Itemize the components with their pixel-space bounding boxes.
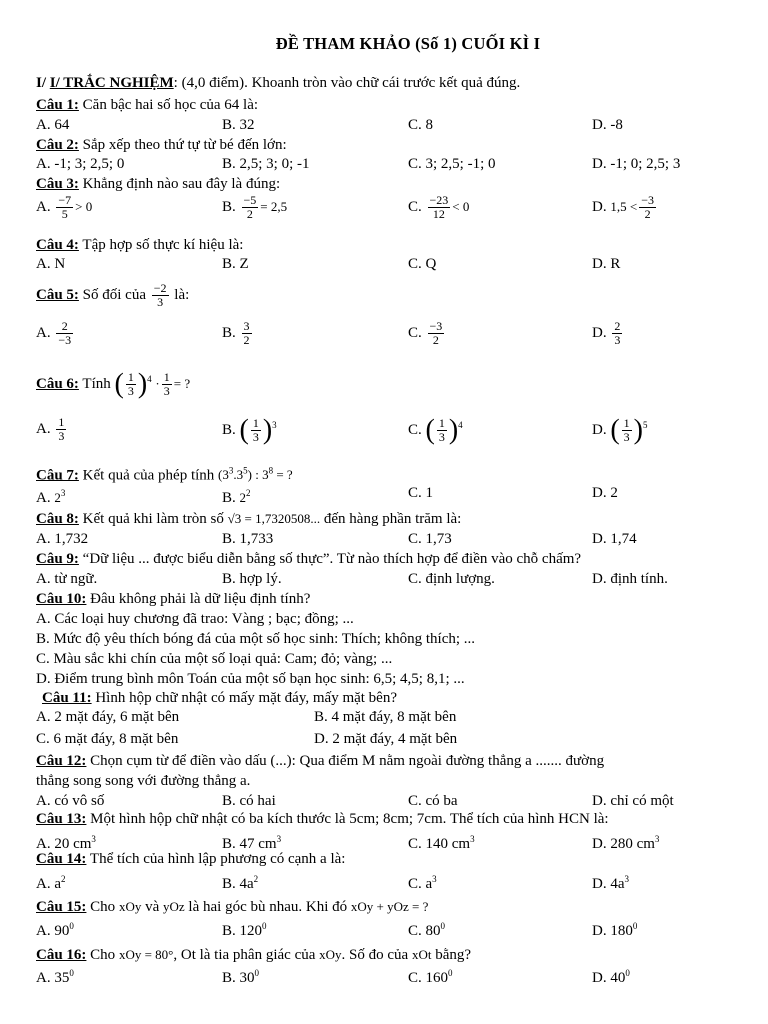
option-b: B. $2^2$ <box>222 488 251 506</box>
question-label: Câu 14: <box>36 851 87 867</box>
question-text: Một hình hộp chữ nhật có ba kích thước là 5cm; 8cm; 7cm. Thể tích của hình HCN là: <box>86 811 609 827</box>
question-label: Câu 6: <box>36 376 79 392</box>
question-text: Kết quả của phép tính <box>78 467 215 484</box>
question-label: Câu 2: <box>36 137 79 153</box>
option-d: D. $180^0$ <box>592 921 638 939</box>
option-letter: C. <box>408 324 422 341</box>
option-a: A. $90^0$ <box>36 921 74 939</box>
question-label: Câu 11: <box>42 690 92 706</box>
fraction: $\frac{2}{-3}$ <box>58 319 72 347</box>
section-instructions: : (4,0 điểm). Khoanh tròn vào chữ cái trước kết quả đúng. <box>173 75 521 91</box>
question-label: Câu 16: <box>36 947 87 963</box>
question-label: Câu 8: <box>36 511 79 527</box>
question-5: Câu 5: Số đối của $\frac{-2}{3}$ là: <box>36 281 190 309</box>
fraction: $\frac{-3}{2}$ <box>429 319 443 347</box>
option-d <box>592 320 624 347</box>
question-text: Chọn cụm từ để điền vào dấu (...): Qua điểm M nằm ngoài đường thẳng a ....... đường <box>86 753 605 769</box>
question-8: Câu 8: Kết quả khi làm tròn số √3 = 1,7320508... đến hàng phần trăm là: <box>36 511 462 527</box>
option-a: A. từ ngữ. <box>36 571 98 587</box>
option-b: B. ( $\frac{1}{3}$ )$^3$ <box>222 414 277 446</box>
question-13 <box>36 810 609 828</box>
expression: xOy + yOz = ? <box>350 899 429 914</box>
question-label: Câu 7: <box>36 467 79 484</box>
section-label: I/ TRẮC NGHIỆM <box>49 75 174 91</box>
question-label: Câu 4: <box>36 237 79 253</box>
option-b <box>222 320 254 347</box>
option-c: C. 140 $cm^3$ <box>408 834 475 852</box>
option-c: C. ( $\frac{1}{3}$ )$^4$ <box>408 414 463 446</box>
option-letter: B. <box>222 324 236 341</box>
option-c: C. định lượng. <box>408 571 495 587</box>
question-label: Câu 12: <box>36 753 87 769</box>
question-text: Khẳng định nào sau đây là đúng: <box>78 176 281 192</box>
option-letter: D. <box>592 198 607 215</box>
question-1 <box>36 96 258 114</box>
option-letter: C. <box>408 198 422 215</box>
option-d: D. 1,74 <box>592 531 637 547</box>
option-c <box>408 320 446 347</box>
option-d: D. 1,5 < $\frac{-3}{2}$ <box>592 193 654 221</box>
option-b: B. có hai <box>222 793 276 809</box>
expression: xOy = 80° <box>118 947 174 962</box>
question-label: Câu 10: <box>36 591 87 607</box>
exam-title: ĐỀ THAM KHẢO (Số 1) CUỐI KÌ I <box>275 34 541 53</box>
option-c: C. 8 <box>408 117 434 133</box>
option-a: A. có vô số <box>36 793 105 809</box>
question-text: Tập hợp số thực kí hiệu là: <box>78 237 244 253</box>
option-d: D. $4a^3$ <box>592 874 629 892</box>
option-d: D. R <box>592 256 621 272</box>
question-label: Câu 15: <box>36 899 87 915</box>
option-c: C. 1 <box>408 485 434 501</box>
question-label: Câu 13: <box>36 811 87 827</box>
expression: √3 = 1,7320508... <box>227 511 321 526</box>
option-c: C. Q <box>408 256 437 272</box>
question-text: Đâu không phải là dữ liệu định tính? <box>86 591 311 607</box>
option-d: D. 2 <box>592 485 618 501</box>
fraction: $\frac{-5}{2}$ <box>243 193 257 221</box>
option-c: C. $80^0$ <box>408 921 446 939</box>
option-b: B. $120^0$ <box>222 921 267 939</box>
question-16: Câu 16: Cho xOy = 80°, Ot là tia phân giác của xOy. Số đo của xOt bằng? <box>36 947 472 963</box>
question-text: Sắp xếp theo thứ tự từ bé đến lớn: <box>78 137 287 153</box>
question-4 <box>36 236 243 254</box>
option-a <box>36 320 75 347</box>
option-d: D. định tính. <box>592 571 668 587</box>
option-b: B. 2,5; 3; 0; -1 <box>222 156 310 172</box>
question-12-continued: thẳng song song với đường thẳng a. <box>36 773 251 789</box>
option-c: C. 1,73 <box>408 531 452 547</box>
option-b: B. Z <box>222 256 249 272</box>
fraction: $\frac{-2}{3}$ <box>153 281 167 309</box>
option-c: C. $\frac{-23}{12}$ < 0 <box>408 193 470 221</box>
question-text: Thể tích của hình lập phương có cạnh a là: <box>86 851 346 867</box>
fraction: $\frac{3}{2}$ <box>243 319 250 347</box>
question-3 <box>36 175 280 193</box>
option-c: C. 6 mặt đáy, 8 mặt bên <box>36 731 179 747</box>
question-10 <box>36 590 310 608</box>
option-letter: B. <box>222 198 236 215</box>
option-a: A. $a^2$ <box>36 874 66 892</box>
option-a: A. $2^3$ <box>36 488 66 506</box>
section-header: I/ I/ TRẮC NGHIỆM: (4,0 điểm). Khoanh tròn vào chữ cái trước kết quả đúng. <box>36 75 521 91</box>
expression: $(3^3.3^5)$ : $3^8$ = ? <box>218 466 293 483</box>
question-text: Tính <box>78 376 111 392</box>
option-letter: A. <box>36 324 51 341</box>
option-a: A. N <box>36 256 66 272</box>
option-c: C. có ba <box>408 793 458 809</box>
question-12 <box>36 752 604 770</box>
question-text: Cho <box>86 899 116 915</box>
option-b: B. 1,733 <box>222 531 274 547</box>
question-6: Câu 6: Tính ( $\frac{1}{3}$ )$^4$ · $\frac{1}{3}$ = ? <box>36 368 191 400</box>
option-c: C. $a^3$ <box>408 874 437 892</box>
option-c: C. $160^0$ <box>408 968 453 986</box>
option-b: B. 32 <box>222 117 255 133</box>
question-7 <box>36 462 293 484</box>
option-d: D. 280 $cm^3$ <box>592 834 660 852</box>
option-c: C. 3; 2,5; -1; 0 <box>408 156 496 172</box>
option-b: B. $30^0$ <box>222 968 260 986</box>
option-d: D. 2 mặt đáy, 4 mặt bên <box>314 731 458 747</box>
option-d: D. chỉ có một <box>592 793 674 809</box>
option-b: B. hợp lý. <box>222 571 282 587</box>
question-14 <box>36 850 345 868</box>
question-2 <box>36 136 287 154</box>
question-text: Cho <box>86 947 116 963</box>
question-label: Câu 9: <box>36 551 79 567</box>
fraction: $\frac{-7}{5}$ <box>58 193 72 221</box>
question-label: Câu 3: <box>36 176 79 192</box>
option-a: A. $\frac{-7}{5}$ > 0 <box>36 193 93 221</box>
option-a: A. 2 mặt đáy, 6 mặt bên <box>36 709 180 725</box>
fraction: $\frac{2}{3}$ <box>614 319 621 347</box>
option-letter: A. <box>36 198 51 215</box>
question-9 <box>36 550 581 568</box>
question-text: “Dữ liệu ... được biểu diễn bằng số thực”. Từ nào thích hợp để điền vào chỗ chấm? <box>78 551 582 567</box>
option-d: D. -1; 0; 2,5; 3 <box>592 156 681 172</box>
question-15: Câu 15: Cho xOy và yOz là hai góc bù nhau. Khi đó xOy + yOz = ? <box>36 899 429 915</box>
question-label: Câu 5: <box>36 286 79 303</box>
question-label: Câu 1: <box>36 97 79 113</box>
option-b: B. $4a^2$ <box>222 874 259 892</box>
question-text: Số đối của <box>78 286 146 303</box>
question-text: Căn bậc hai số học của 64 là: <box>78 97 259 113</box>
fraction: $\frac{-23}{12}$ <box>429 193 449 221</box>
option-a: A. $35^0$ <box>36 968 74 986</box>
option-a: A. 64 <box>36 117 70 133</box>
option-a: A. 20 $cm^3$ <box>36 834 96 852</box>
option-b: B. Mức độ yêu thích bóng đá của một số học sinh: Thích; không thích; ... <box>36 631 476 647</box>
option-a: A. 1,732 <box>36 531 89 547</box>
option-a: A. $\frac{1}{3}$ <box>36 415 65 443</box>
option-d: D. -8 <box>592 117 623 133</box>
option-b: B. 4 mặt đáy, 8 mặt bên <box>314 709 457 725</box>
option-d: D. Điểm trung bình môn Toán của một số bạn học sinh: 6,5; 4,5; 8,1; ... <box>36 671 465 687</box>
option-b: B. $\frac{-5}{2}$ = 2,5 <box>222 193 288 221</box>
question-11 <box>42 689 397 707</box>
option-d: D. ( $\frac{1}{3}$ )$^5$ <box>592 414 648 446</box>
fraction: $\frac{-3}{2}$ <box>641 193 654 221</box>
question-text: Kết quả khi làm tròn số <box>78 511 224 527</box>
option-c: C. Màu sắc khi chín của một số loại quả: Cam; đỏ; vàng; ... <box>36 651 393 667</box>
option-letter: D. <box>592 324 607 341</box>
option-a: A. -1; 3; 2,5; 0 <box>36 156 125 172</box>
option-b: B. 47 $cm^3$ <box>222 834 282 852</box>
option-a: A. Các loại huy chương đã trao: Vàng ; bạc; đồng; ... <box>36 611 354 627</box>
question-text: Hình hộp chữ nhật có mấy mặt đáy, mấy mặt bên? <box>91 690 397 706</box>
option-d: D. $40^0$ <box>592 968 630 986</box>
